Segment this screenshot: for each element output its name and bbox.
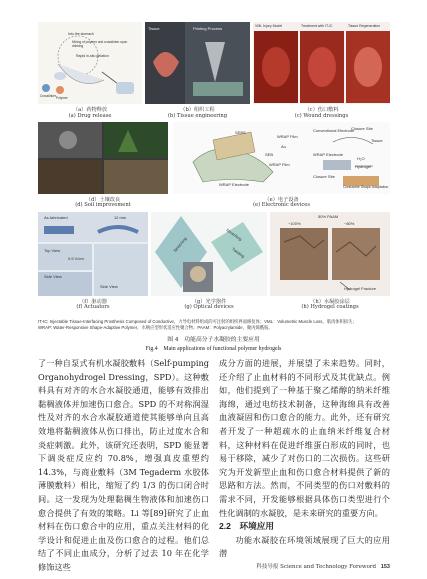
caption-g-en: (g) Optical devices [184, 304, 234, 310]
caption-b: （b）组织工程 [180, 107, 215, 113]
tissue-printing-illustration [145, 22, 250, 104]
label-tissue: Tissue [148, 26, 160, 31]
wound-images [253, 22, 390, 104]
panel-a-drug-release [38, 22, 142, 104]
label-wrap-film-2: WRAP Film [269, 162, 290, 167]
body-column-left [38, 357, 209, 575]
label-wrap-electrode-2: WRAP Electrode [313, 152, 343, 157]
label-au: Au [281, 144, 286, 149]
label-vml: VML Injury Model [255, 24, 283, 28]
caption-d: （d）土壤改良 [85, 197, 121, 203]
caption-e: （e）电子设备 [264, 197, 299, 203]
panel-e-electronic-devices [173, 122, 390, 194]
panel-c-wound-dressings [253, 22, 390, 104]
label-sebs: SEBS [235, 130, 246, 135]
label-stretching-2: Stretching [225, 227, 243, 242]
figure-note-2: WRAP: Water-Responsive Shape-Adaptive Polymer，水响应型形状适应性聚合物；PAAM：Polyacrylamide，聚丙烯酰胺。 [38, 325, 273, 331]
caption-g: （g）光学器件 [191, 299, 227, 305]
optical-device-images [151, 212, 267, 296]
label-paam: 50% PAAM [318, 214, 339, 219]
panel-h-hydrogel-coatings [270, 212, 390, 296]
page-number: 153 [380, 564, 390, 570]
body-paragraph-left: 了一种自泵式有机水凝胶敷料（Self-pumping Organohydrogel Dressing，SPD）。这种敷料具有对齐的水合水凝胶通道，能够有效排出黏稠液体并加速伤口愈合。SPD 的不对称润湿性及对齐的水合水凝胶通道使其能够单向且高效地将黏稠液体从伤口排出，防止过度水合和炎症刺激。此外，该研究还表明，SPD 能显著下调炎症反应约 70.8%，增强真皮重塑约 14.3%，与商业敷料（3M Tegaderm 水胶体薄膜敷料）相比，缩短了约 1/3 的伤口闭合时间。这一发现为处理黏稠生物液体和加速伤口愈合提供了有效的策略。Li 等[89]研究了止血材料在伤口愈合中的应用，重点关注材料的化学设计和促进止血及伤口愈合的过程。他们总结了不同止血成分，分析了过去 10 年在化学修饰这些 [38, 358, 209, 572]
label-80pct: ~80% [344, 221, 355, 226]
actuator-photos [38, 212, 148, 296]
body-paragraph-right-1: 成分方面的进展，并展望了未来趋势。同时，还介绍了止血材料的不同形式及其优缺点。例如，他们提到了一种基于聚乙烯醇的纳米纤维海绵，通过电纺技术制备，这种海绵具有改善血液凝固和伤口愈合的能力。此外，还有研究者开发了一种超疏水的止血纳米纤维复合材料，这种材料在促进纤维蛋白形成的同时，也易于移除，减少了对伤口的二次损伤。这些研究为开发新型止血和伤口愈合材料提供了新的思路和方法。然而，不同类型的伤口对敷料的需求不同，开发能够根据具体伤口类型进行个性化调制的水凝胶，是未来研究的重要方向。 [219, 358, 390, 518]
figure-note-1: IT-IC: Injectable Tissue-Interfacing Prosthesis Composed of Conductive，力导电材料组成的可注射的组织界面修复体；VML：Volumetric Muscle Loss，肌肉体积损失； [38, 319, 357, 324]
label-polymer: Polymer [56, 96, 68, 100]
label-printing-process: Printing Process [193, 26, 223, 31]
label-mixing: Mixing of polymer and crosslinker upon drinking [72, 40, 128, 48]
body-column-right [219, 357, 390, 561]
figure-caption-en: Fig.4 Main applications of functional polymer hydrogels [145, 346, 282, 352]
label-top-view: Top View [44, 248, 61, 253]
caption-a: （a）药物释放 [72, 107, 108, 113]
caption-c-en: (c) Wound dressings [294, 113, 349, 119]
label-conventional-electrode: Conventional Electrode [313, 128, 355, 133]
label-voltage: 0.5 V/cm [68, 256, 84, 261]
section-heading: 2.2 环境应用 [219, 521, 274, 532]
label-wrap-electrode: WRAP Electrode [219, 182, 249, 187]
label-crosslinker: Crosslinker [40, 94, 56, 98]
figure-notes [38, 319, 390, 332]
panel-f-actuators [38, 212, 148, 296]
label-wrap-film-1: WRAP Film [277, 134, 298, 139]
journal-name: 科技导报 Science and Technology Foreword [256, 564, 377, 570]
label-hydrogel: Hydrogel [355, 164, 372, 169]
label-side-view-2: Side View [100, 284, 118, 289]
label-shape-adaptation: Contractile Shape Adaptation [343, 185, 389, 189]
caption-c: （c）伤口敷料 [304, 107, 339, 113]
caption-f-en: (f) Actuators [76, 304, 110, 310]
label-h2o: H₂O [357, 156, 365, 161]
figure-caption-zh: 图 4 功能高分子水凝胶的主要应用 [167, 337, 260, 343]
label-as-fabricated: As-fabricated [44, 215, 68, 220]
soil-photos [38, 122, 168, 194]
caption-h: （h）水凝胶涂层 [310, 299, 350, 305]
panel-g-optical-devices [151, 212, 267, 296]
label-twisting: Twisting [230, 246, 246, 259]
caption-h-en: (h) Hydrogel coatings [301, 304, 359, 310]
caption-e-en: (e) Electronic devices [252, 202, 311, 208]
label-closure-site-1: Closure Site [351, 126, 373, 131]
label-treatment: Treatment with IT-IC [301, 24, 333, 28]
label-closure-site-2: Closure Site [313, 174, 335, 179]
caption-b-en: (b) Tissue engineering [167, 113, 228, 119]
panel-b-tissue-engineering [145, 22, 250, 104]
caption-a-en: (a) Drug release [68, 113, 112, 119]
body-paragraph-right-2: 功能水凝胶在环境领域展现了巨大的应用潜 [219, 534, 390, 559]
caption-d-en: (d) Soil improvement [75, 202, 131, 208]
page-footer [256, 562, 390, 570]
panel-d-soil-improvement [38, 122, 168, 194]
label-gelation: Rapid in-situ gelation [76, 54, 109, 58]
label-fracture: Hydrogel Fracture [344, 286, 377, 291]
label-stomach: Into the stomach [68, 32, 94, 36]
label-12-min: 12 min [114, 215, 127, 220]
label-seb: SEB [265, 152, 274, 157]
label-tissue: Tissue [371, 138, 383, 143]
label-stretching-1: Stretching [172, 235, 188, 254]
label-100pct: ~100% [288, 221, 301, 226]
label-side-view-1: Side View [44, 274, 62, 279]
label-regeneration: Tissue Regeneration [348, 24, 381, 28]
caption-f: （f）驱动器 [79, 299, 107, 305]
